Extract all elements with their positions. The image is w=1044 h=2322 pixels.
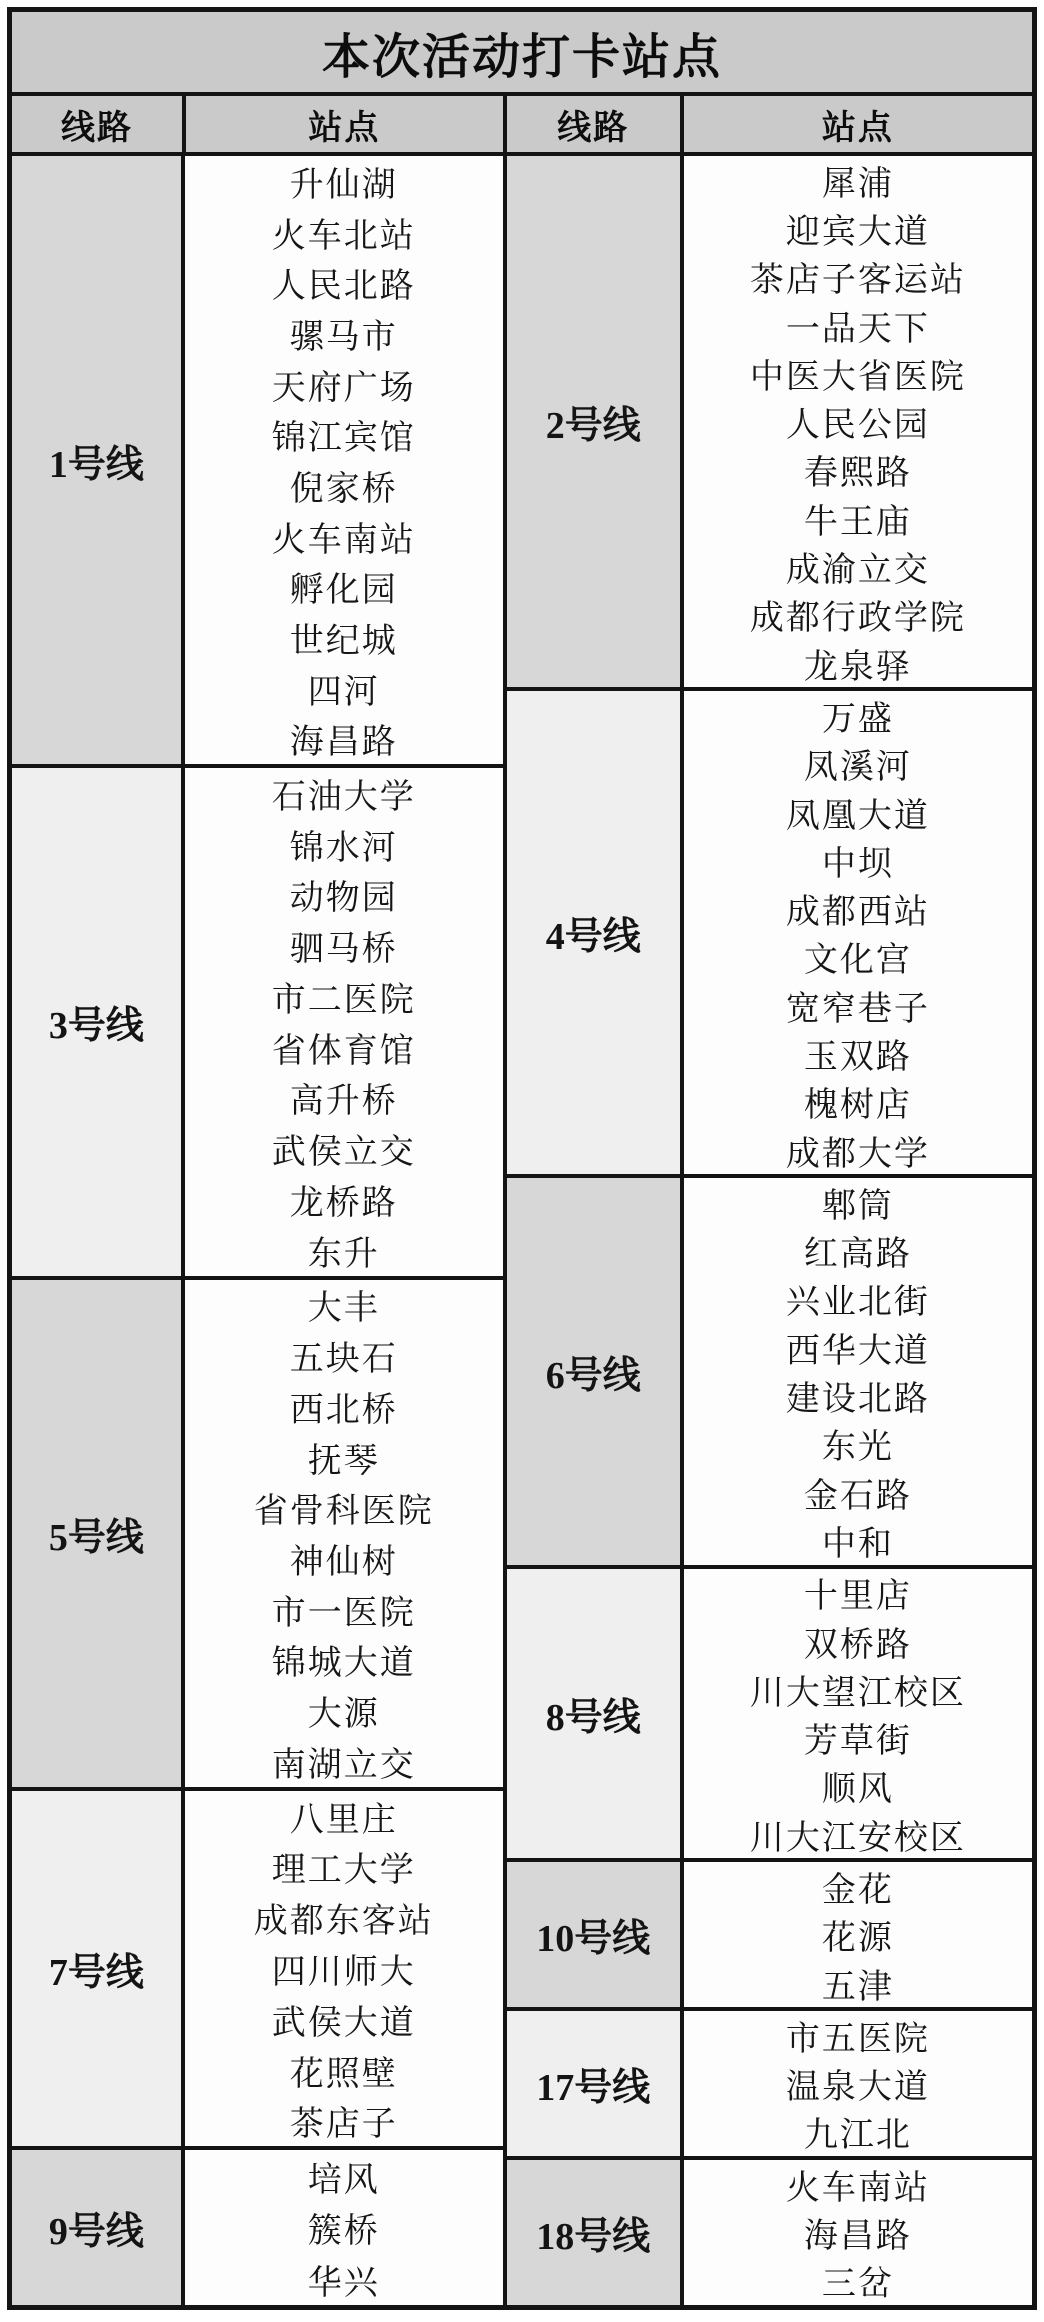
line-block-right-6 [507,2156,1032,2305]
station-name: 理工大学 [271,1852,416,1890]
station-name: 犀浦 [821,165,894,203]
station-name: 槐树店 [803,1087,912,1125]
station-list [185,1791,503,2147]
station-name: 八里庄 [289,1801,398,1839]
station-list [185,2150,503,2305]
station-name: 茶店子 [289,2106,398,2144]
station-name: 驷马桥 [289,931,398,969]
line-block-right-4 [507,1858,1032,2007]
station-name: 兴业北街 [785,1284,930,1322]
header-line-right: 线路 [507,96,684,152]
station-name: 锦江宾馆 [271,420,416,458]
station-name: 火车北站 [271,217,416,255]
station-name: 培风 [307,2161,380,2199]
station-name: 花源 [821,1920,894,1958]
line-block-left-0 [12,156,503,764]
station-name: 四河 [307,673,380,711]
station-name: 牛王庙 [803,503,912,541]
station-name: 四川师大 [271,1954,416,1992]
line-label: 17号线 [507,2011,684,2156]
station-name: 升仙湖 [289,166,398,204]
station-name: 金花 [821,1871,894,1909]
station-name: 市二医院 [271,981,416,1019]
station-name: 西华大道 [785,1332,930,1370]
station-name: 骡马市 [289,318,398,356]
station-name: 龙泉驿 [803,648,912,686]
line-label: 2号线 [507,156,684,687]
station-name: 川大江安校区 [749,1819,966,1857]
station-name: 建设北路 [785,1381,930,1419]
line-label: 1号线 [12,156,185,764]
station-name: 南湖立交 [271,1746,416,1784]
line-block-right-5 [507,2007,1032,2156]
station-name: 茶店子客运站 [749,262,966,300]
station-list [185,768,503,1275]
station-name: 簇桥 [307,2213,380,2251]
station-name: 火车南站 [785,2169,930,2207]
station-name: 三岔 [821,2266,894,2304]
line-label: 7号线 [12,1791,185,2147]
station-name: 火车南站 [271,521,416,559]
station-name: 顺风 [821,1771,894,1809]
station-name: 锦城大道 [271,1645,416,1683]
station-name: 玉双路 [803,1038,912,1076]
station-name: 武侯立交 [271,1134,416,1172]
station-name: 中坝 [821,845,894,883]
line-block-right-2 [507,1174,1032,1564]
station-name: 省骨科医院 [253,1493,434,1531]
station-name: 人民公园 [785,407,930,445]
station-name: 动物园 [289,880,398,918]
station-name: 海昌路 [803,2218,912,2256]
station-name: 金石路 [803,1477,912,1515]
station-name: 东升 [307,1235,380,1273]
station-list [684,691,1032,1174]
line-label: 5号线 [12,1280,185,1787]
station-name: 华兴 [307,2264,380,2302]
station-name: 宽窄巷子 [785,990,930,1028]
station-list [684,1862,1032,2007]
station-name: 成都行政学院 [749,600,966,638]
station-name: 倪家桥 [289,470,398,508]
station-name: 孵化园 [289,572,398,610]
station-name: 市一医院 [271,1594,416,1632]
station-name: 人民北路 [271,268,416,306]
station-name: 春熙路 [803,455,912,493]
line-label: 3号线 [12,768,185,1275]
line-label: 9号线 [12,2150,185,2305]
table-header [12,96,1032,156]
station-list [684,1569,1032,1859]
table-body [12,156,1032,2305]
station-name: 凤溪河 [803,749,912,787]
station-name: 龙桥路 [289,1184,398,1222]
station-name: 花照壁 [289,2055,398,2093]
station-name: 石油大学 [271,779,416,817]
header-line-left: 线路 [12,96,186,152]
station-list [684,2160,1032,2305]
header-station-right: 站点 [821,109,894,147]
line-label: 4号线 [507,691,684,1174]
station-name: 一品天下 [785,310,930,348]
station-name: 高升桥 [289,1083,398,1121]
station-name: 武侯大道 [271,2004,416,2042]
station-name: 郫筒 [821,1187,894,1225]
station-name: 五块石 [289,1341,398,1379]
station-name: 大丰 [307,1290,380,1328]
line-block-left-1 [12,764,503,1275]
line-block-right-0 [507,156,1032,687]
station-name: 成都大学 [785,1135,930,1173]
station-name: 省体育馆 [271,1032,416,1070]
station-name: 文化宫 [803,942,912,980]
line-label: 8号线 [507,1569,684,1859]
station-name: 迎宾大道 [785,213,930,251]
station-name: 中医大省医院 [749,358,966,396]
line-block-left-2 [12,1276,503,1787]
station-name: 五津 [821,1968,894,2006]
station-name: 万盛 [821,700,894,738]
station-name: 海昌路 [289,724,398,762]
station-name: 温泉大道 [785,2069,930,2107]
station-name: 成都西站 [785,894,930,932]
station-name: 天府广场 [271,369,416,407]
station-name: 东光 [821,1429,894,1467]
station-name: 市五医院 [785,2020,930,2058]
station-list [684,2011,1032,2156]
line-block-right-3 [507,1565,1032,1859]
line-block-left-4 [12,2146,503,2305]
station-name: 芳草街 [803,1723,912,1761]
column-right [507,156,1032,2305]
station-name: 世纪城 [289,623,398,661]
station-name: 锦水河 [289,829,398,867]
station-name: 西北桥 [289,1391,398,1429]
table-title: 本次活动打卡站点 [12,12,1032,96]
station-name: 凤凰大道 [785,797,930,835]
station-name: 川大望江校区 [749,1674,966,1712]
station-list [684,156,1032,687]
station-name: 神仙树 [289,1543,398,1581]
line-block-left-3 [12,1787,503,2147]
line-label: 10号线 [507,1862,684,2007]
station-name: 成渝立交 [785,552,930,590]
station-name: 双桥路 [803,1626,912,1664]
station-name: 抚琴 [307,1442,380,1480]
station-list [185,1280,503,1787]
line-label: 18号线 [507,2160,684,2305]
station-name: 红高路 [803,1236,912,1274]
station-name: 大源 [307,1696,380,1734]
line-label: 6号线 [507,1178,684,1564]
station-name: 中和 [821,1525,894,1563]
header-station-left: 站点 [186,96,507,152]
checkin-stations-table [7,7,1037,2310]
station-name: 成都东客站 [253,1903,434,1941]
station-name: 十里店 [803,1578,912,1616]
column-left [12,156,507,2305]
line-block-right-1 [507,687,1032,1174]
station-name: 九江北 [803,2117,912,2155]
station-list [684,1178,1032,1564]
station-list [185,156,503,764]
